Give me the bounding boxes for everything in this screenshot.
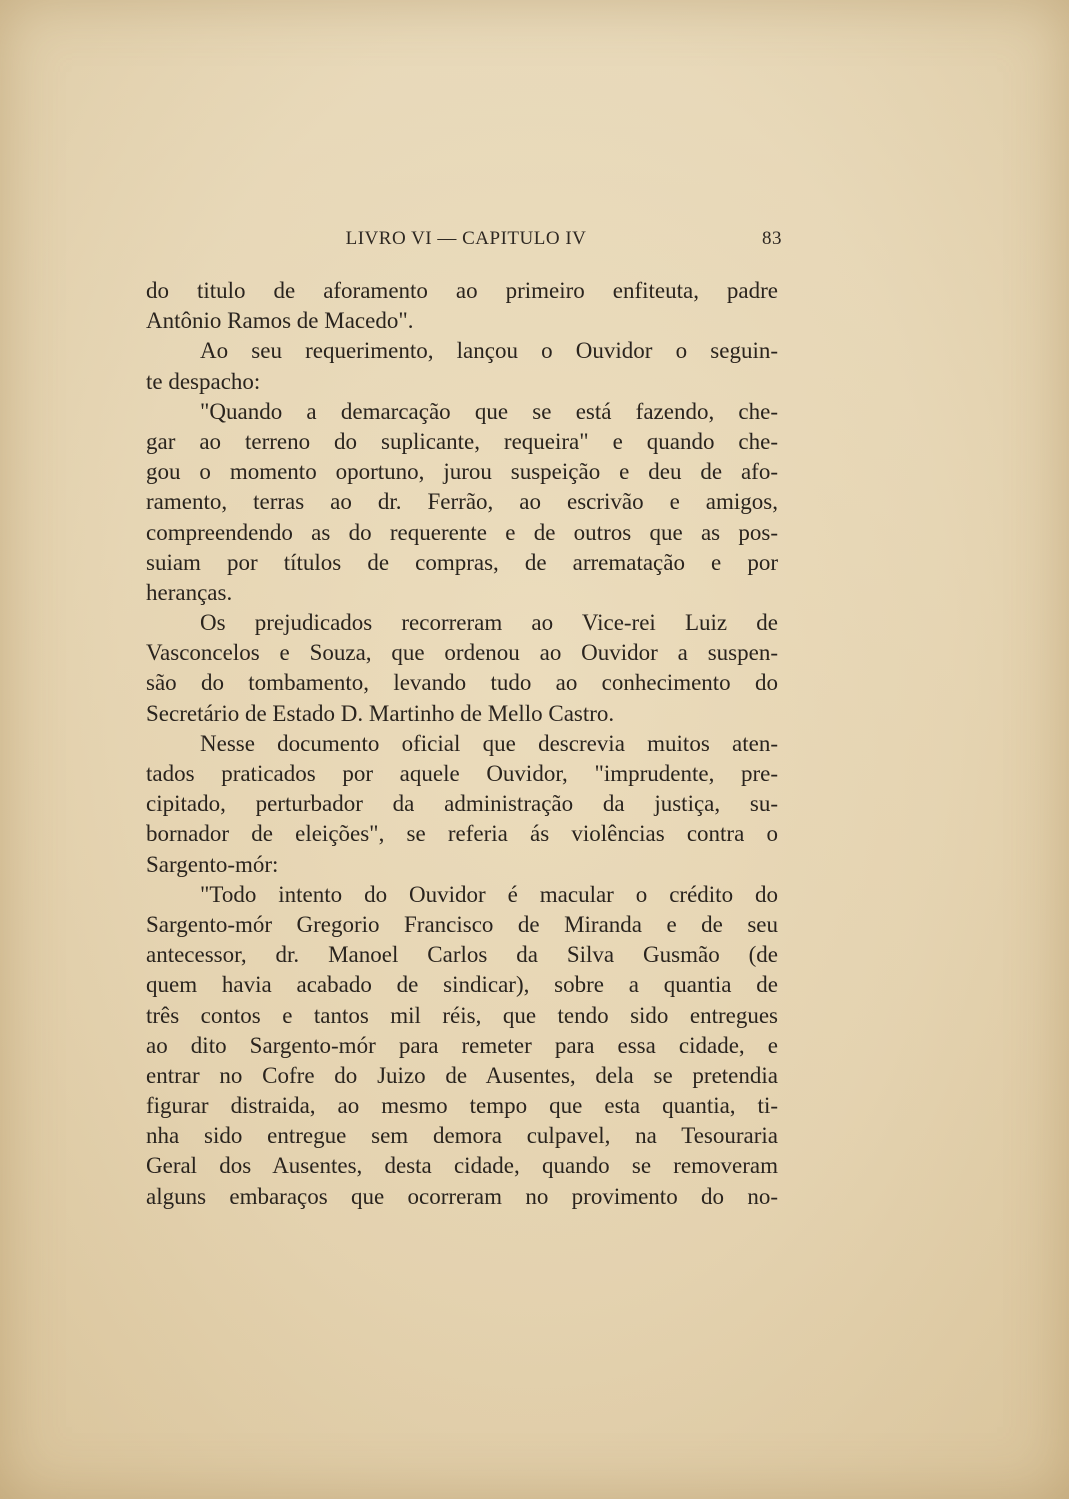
text-line: Os prejudicados recorreram ao Vice-rei Luiz de bbox=[200, 610, 778, 636]
text-line: Sargento-mór Gregorio Francisco de Miranda e de seu bbox=[146, 911, 778, 937]
text-line: Sargento-mór: bbox=[146, 851, 279, 877]
text-line: compreendendo as do requerente e de outros que as pos- bbox=[146, 519, 778, 545]
text-line: antecessor, dr. Manoel Carlos da Silva Gusmão (de bbox=[146, 942, 778, 968]
text-line: tados praticados por aquele Ouvidor, "imprudente, pre- bbox=[146, 761, 778, 786]
text-line: "Todo intento do Ouvidor é macular o crédito do bbox=[200, 881, 778, 907]
text-line: três contos e tantos mil réis, que tendo sido entregues bbox=[146, 1002, 778, 1028]
text-line: suiam por títulos de compras, de arrematação e por bbox=[146, 549, 778, 575]
text-line: ramento, terras ao dr. Ferrão, ao escrivão e amigos, bbox=[146, 489, 778, 515]
text-line: heranças. bbox=[146, 579, 233, 605]
text-line: quem havia acabado de sindicar), sobre a quantia de bbox=[146, 972, 778, 998]
text-line: te despacho: bbox=[146, 368, 261, 394]
text-line: figurar distraida, ao mesmo tempo que esta quantia, ti- bbox=[146, 1093, 778, 1119]
text-line: cipitado, perturbador da administração da justiça, su- bbox=[146, 791, 778, 817]
text-line: ao dito Sargento-mór para remeter para essa cidade, e bbox=[146, 1032, 778, 1058]
text-line: alguns embaraços que ocorreram no provimento do no- bbox=[146, 1183, 778, 1209]
text-line: Vasconcelos e Souza, que ordenou ao Ouvidor a suspen- bbox=[146, 640, 778, 666]
text-line: nha sido entregue sem demora culpavel, na Tesouraria bbox=[146, 1123, 778, 1149]
text-line: são do tombamento, levando tudo ao conhecimento do bbox=[146, 670, 778, 696]
text-line: Antônio Ramos de Macedo". bbox=[146, 308, 414, 334]
text-line: Secretário de Estado D. Martinho de Mello Castro. bbox=[146, 700, 615, 726]
text-line: bornador de eleições", se referia ás violências contra o bbox=[146, 821, 778, 847]
text-line: "Quando a demarcação que se está fazendo, che- bbox=[200, 398, 778, 424]
page-header bbox=[150, 226, 782, 256]
text-line: do titulo de aforamento ao primeiro enfiteuta, padre bbox=[146, 278, 778, 303]
text-line: Nesse documento oficial que descrevia muitos aten- bbox=[200, 730, 778, 756]
body-text bbox=[146, 276, 778, 1212]
running-title: LIVRO VI — CAPITULO IV bbox=[345, 228, 587, 249]
text-line: Ao seu requerimento, lançou o Ouvidor o seguin- bbox=[200, 338, 778, 364]
text-line: entrar no Cofre do Juizo de Ausentes, dela se pretendia bbox=[146, 1062, 778, 1088]
text-line: Geral dos Ausentes, desta cidade, quando se removeram bbox=[146, 1153, 778, 1179]
page-number: 83 bbox=[762, 228, 782, 249]
text-line: gou o momento oportuno, jurou suspeição e deu de afo- bbox=[146, 459, 778, 485]
text-line: gar ao terreno do suplicante, requeira" e quando che- bbox=[146, 428, 778, 454]
